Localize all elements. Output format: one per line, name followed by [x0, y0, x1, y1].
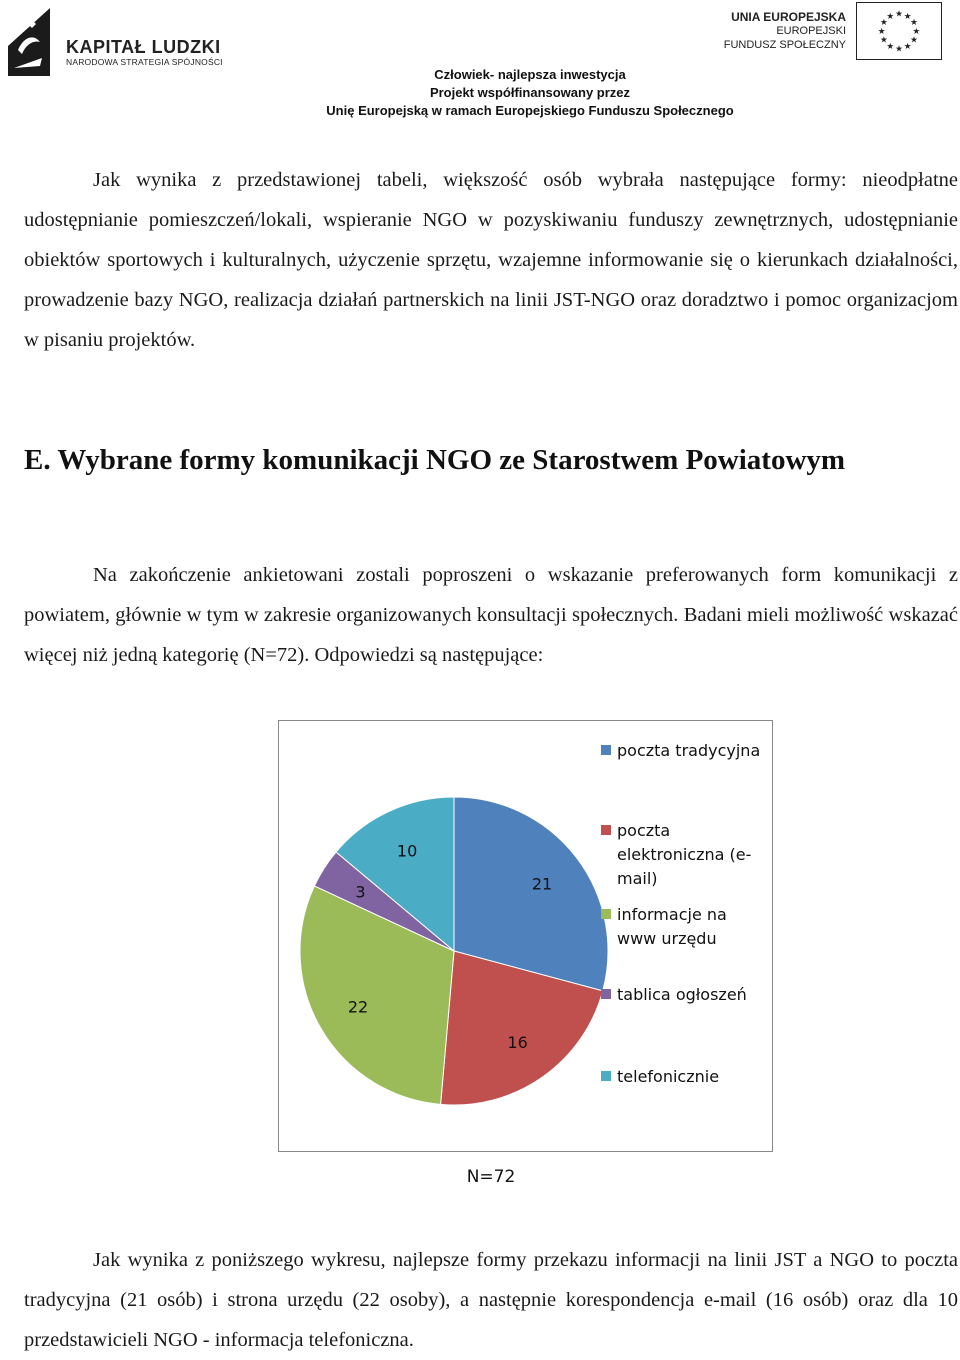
pie-data-label: 10: [396, 841, 418, 861]
eu-star-icon: ★: [880, 35, 888, 46]
legend-label: poczta elektroniczna (e-mail): [617, 821, 752, 888]
paragraph-survey-text: Na zakończenie ankietowani zostali poproszeni o wskazanie preferowanych form komunikacji z powiatem, głównie w tym w zakresie organizowanych konsultacji społecznych. Badani mieli możliwość wskazać więcej niż jedną kategorię (N=72). Odpowiedzi są następujące:: [24, 564, 958, 666]
ue-logo-line1: UNIA EUROPEJSKA: [731, 10, 846, 24]
legend-label: informacje na www urzędu: [617, 905, 727, 948]
paragraph-survey: [24, 555, 958, 675]
paragraph-conclusion-text: Jak wynika z poniższego wykresu, najlepsze formy przekazu informacji na linii JST a NGO to poczta tradycyjna (21 osób) i strona urzędu (22 osoby), a następnie korespondencja e-mail (16 osób) oraz dla 10 przedstawicieli NGO - informacja telefoniczna.: [24, 1249, 958, 1351]
unia-europejska-logo: [712, 2, 942, 62]
legend-label: tablica ogłoszeń: [617, 985, 747, 1004]
eu-star-icon: ★: [912, 26, 921, 37]
pie-data-label: 3: [355, 882, 366, 902]
pie-chart: [278, 720, 773, 1152]
ue-logo-line2: EUROPEJSKI: [776, 25, 846, 37]
kapital-ludzki-subtitle: NARODOWA STRATEGIA SPÓJNOŚCI: [66, 57, 223, 67]
eu-star-icon: ★: [895, 44, 903, 55]
eu-star-icon: ★: [886, 11, 895, 22]
legend-swatch: [601, 989, 611, 999]
sample-size-label: [0, 1167, 960, 1187]
eu-star-icon: ★: [910, 18, 918, 29]
legend-swatch: [601, 745, 611, 755]
eu-star-icon: ★: [877, 26, 886, 37]
legend-swatch: [601, 825, 611, 835]
project-header: [0, 66, 960, 120]
pie-data-label: 22: [347, 997, 369, 1017]
legend-swatch: [601, 909, 611, 919]
ue-logo-text: [724, 10, 846, 52]
paragraph-conclusion: [24, 1240, 958, 1360]
pie-data-label: 21: [531, 874, 553, 894]
eu-star-icon: ★: [886, 41, 895, 52]
legend-label: poczta tradycyjna: [617, 741, 761, 760]
paragraph-intro-text: Jak wynika z przedstawionej tabeli, większość osób wybrała następujące formy: nieodpłatne udostępnianie pomieszczeń/lokali, wspieranie NGO w pozyskiwaniu funduszy zewnętrznych, udostępnianie obiektów sportowych i kulturalnych, użyczenie sprzętu, wzajemne informowanie się o kierunkach działalności, prowadzenie bazy NGO, realizacja działań partnerskich na linii JST-NGO oraz doradztwo i pomoc organizacjom w pisaniu projektów.: [24, 169, 958, 351]
section-heading: E. Wybrane formy komunikacji NGO ze Starostwem Powiatowym: [24, 444, 846, 476]
paragraph-intro: [24, 160, 958, 360]
kapital-ludzki-title: KAPITAŁ LUDZKI: [66, 37, 221, 57]
legend-swatch: [601, 1071, 611, 1081]
pie-data-label: 16: [507, 1032, 528, 1052]
eu-star-icon: ★: [880, 18, 888, 29]
legend-label: telefonicznie: [617, 1067, 720, 1086]
sample-size-text: N=72: [466, 1167, 516, 1187]
project-header-line2: Projekt współfinansowany przez: [429, 85, 631, 100]
eu-star-icon: ★: [903, 11, 912, 22]
project-header-line1: Człowiek- najlepsza inwestycja: [434, 67, 626, 82]
project-header-line3: Unię Europejską w ramach Europejskiego Funduszu Społecznego: [326, 103, 734, 118]
ue-logo-line3: FUNDUSZ SPOŁECZNY: [723, 39, 846, 51]
eu-star-icon: ★: [903, 41, 912, 52]
eu-flag-icon: [856, 2, 942, 60]
eu-star-icon: ★: [895, 9, 903, 20]
eu-star-icon: ★: [910, 35, 918, 46]
